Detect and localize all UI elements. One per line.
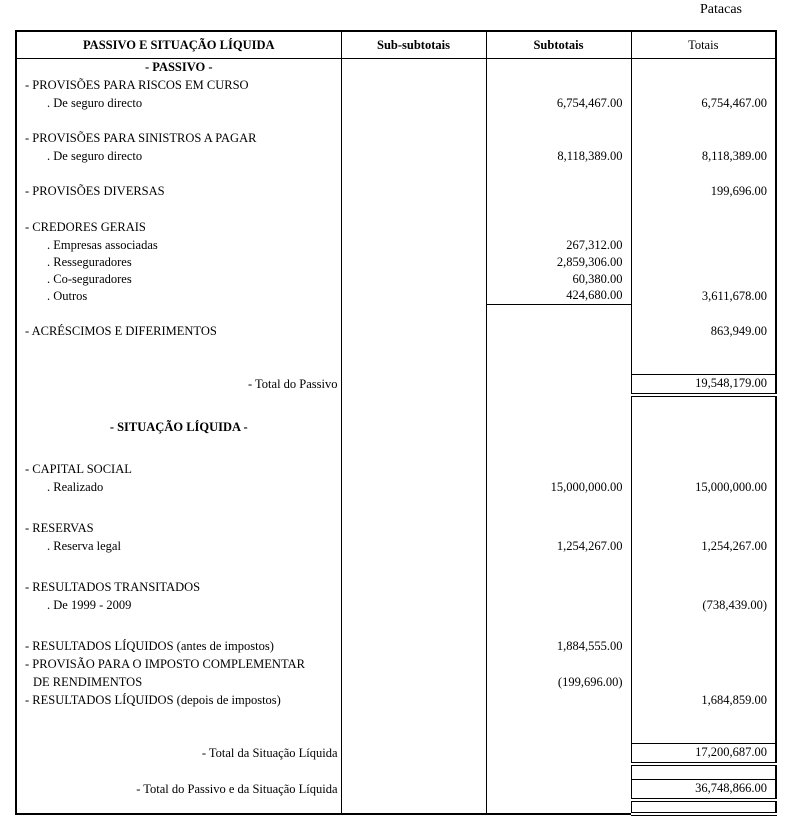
subtotal-cell [486,656,631,674]
liabilities-equity-table [15,30,777,816]
total-cell [631,614,776,638]
sub-subtotal-cell [341,130,486,148]
table-row [16,323,776,341]
subtotal-cell: 267,312.00 [486,237,631,254]
sub-subtotal-cell [341,638,486,656]
subtotal-cell: 6,754,467.00 [486,95,631,112]
row-label [16,555,341,579]
subtotal-cell: 424,680.00 [486,288,631,305]
sub-subtotal-cell [341,674,486,692]
sub-subtotal-cell [341,95,486,112]
total-cell [631,305,776,323]
table-row [16,165,776,183]
total-cell [631,112,776,130]
table-row [16,614,776,638]
subtotal-cell [486,744,631,764]
subtotal-cell [486,710,631,744]
total-cell: 199,696.00 [631,183,776,201]
row-label: . Resseguradores [47,254,132,269]
total-cell [631,437,776,461]
sub-subtotal-cell [341,395,486,419]
subtotal-cell [486,305,631,323]
row-label: . Realizado [47,479,104,494]
sub-subtotal-cell [341,538,486,555]
total-cell [631,710,776,744]
sub-subtotal-cell [341,437,486,461]
total-cell [631,341,776,375]
row-label: - ACRÉSCIMOS E DIFERIMENTOS [25,324,217,338]
row-label [16,614,341,638]
sub-subtotal-cell [341,520,486,538]
total-cell [631,77,776,95]
table-row [16,395,776,419]
total-cell [631,579,776,597]
sub-subtotal-cell [341,555,486,579]
subtotal-cell [486,375,631,395]
subtotal-cell [486,112,631,130]
table-body [16,59,776,814]
table-row [16,288,776,305]
row-label: - PROVISÕES DIVERSAS [25,184,165,198]
table-row [16,183,776,201]
row-label: - RESULTADOS TRANSITADOS [25,580,201,594]
total-cell [631,130,776,148]
table-row [16,59,776,77]
row-label: DE RENDIMENTOS [33,675,143,689]
row-label: - Total do Passivo e da Situação Líquida [136,782,338,796]
total-cell: 1,254,267.00 [631,538,776,555]
row-label: - RESULTADOS LÍQUIDOS (depois de impostos) [25,693,281,707]
subtotal-cell [486,780,631,800]
row-label: - CREDORES GERAIS [25,220,146,234]
sub-subtotal-cell [341,479,486,496]
table-row [16,538,776,555]
sub-subtotal-cell [341,148,486,165]
table-row [16,479,776,496]
row-label [16,165,341,183]
sub-subtotal-cell [341,183,486,201]
sub-subtotal-cell [341,597,486,614]
table-row [16,764,776,780]
total-cell: 15,000,000.00 [631,479,776,496]
table-row [16,461,776,479]
table-row [16,254,776,271]
row-label [16,395,341,419]
row-label: - PROVISÃO PARA O IMPOSTO COMPLEMENTAR [25,657,305,671]
col-header-sub-subtotais: Sub-subtotais [341,31,486,59]
sub-subtotal-cell [341,692,486,710]
sub-subtotal-cell [341,375,486,395]
row-label [16,764,341,780]
subtotal-cell [486,800,631,814]
subtotal-cell [486,77,631,95]
subtotal-cell [486,165,631,183]
sub-subtotal-cell [341,341,486,375]
row-label: - PROVISÕES PARA SINISTROS A PAGAR [25,131,257,145]
table-row [16,375,776,395]
table-row [16,597,776,614]
row-label [16,800,341,814]
total-cell [631,764,776,780]
subtotal-cell [486,692,631,710]
total-cell [631,674,776,692]
sub-subtotal-cell [341,744,486,764]
row-label: - SITUAÇÃO LÍQUIDA - [109,420,248,434]
row-label: - RESERVAS [25,521,94,535]
total-cell: 17,200,687.00 [631,744,776,764]
table-row [16,520,776,538]
row-label [16,201,341,219]
total-cell [631,165,776,183]
total-cell: 19,548,179.00 [631,375,776,395]
table-row [16,692,776,710]
col-header-passivo-situacao-liquida: PASSIVO E SITUAÇÃO LÍQUIDA [16,31,341,59]
table-row [16,437,776,461]
col-header-totais: Totais [631,31,776,59]
sub-subtotal-cell [341,305,486,323]
row-label: . De seguro directo [47,148,143,163]
row-label: - Total da Situação Líquida [201,746,338,760]
total-cell [631,59,776,77]
table-row [16,77,776,95]
table-row [16,744,776,764]
row-label: - Total do Passivo [247,377,338,391]
total-cell [631,271,776,288]
total-cell: 1,684,859.00 [631,692,776,710]
total-cell [631,638,776,656]
row-label: . Empresas associadas [47,237,158,252]
table-row [16,674,776,692]
table-row [16,710,776,744]
total-cell: 3,611,678.00 [631,288,776,305]
subtotal-cell [486,395,631,419]
table-row [16,419,776,437]
table-row [16,112,776,130]
row-label [16,112,341,130]
table-row [16,780,776,800]
table-row [16,130,776,148]
total-cell [631,520,776,538]
total-cell [631,237,776,254]
subtotal-cell [486,201,631,219]
row-label: - CAPITAL SOCIAL [25,462,132,476]
total-cell [631,219,776,237]
currency-label: Patacas [700,2,742,17]
sub-subtotal-cell [341,271,486,288]
sub-subtotal-cell [341,461,486,479]
subtotal-cell: 1,254,267.00 [486,538,631,555]
table-row [16,579,776,597]
sub-subtotal-cell [341,165,486,183]
total-cell: 6,754,467.00 [631,95,776,112]
subtotal-cell [486,323,631,341]
subtotal-cell [486,461,631,479]
total-cell [631,395,776,419]
table-row [16,496,776,520]
subtotal-cell [486,520,631,538]
total-cell: 36,748,866.00 [631,780,776,800]
sub-subtotal-cell [341,419,486,437]
table-row [16,201,776,219]
table-row [16,656,776,674]
total-cell: 8,118,389.00 [631,148,776,165]
row-label: - RESULTADOS LÍQUIDOS (antes de impostos) [25,639,274,653]
subtotal-cell [486,183,631,201]
row-label: . De 1999 - 2009 [47,597,132,612]
sub-subtotal-cell [341,219,486,237]
table-row [16,341,776,375]
subtotal-cell [486,496,631,520]
table-row [16,237,776,254]
subtotal-cell: 8,118,389.00 [486,148,631,165]
total-cell [631,461,776,479]
row-label [16,710,341,744]
subtotal-cell [486,764,631,780]
subtotal-cell: 15,000,000.00 [486,479,631,496]
total-cell [631,201,776,219]
total-cell [631,419,776,437]
sub-subtotal-cell [341,288,486,305]
total-cell [631,496,776,520]
row-label: . Co-seguradores [47,271,132,286]
total-cell [631,656,776,674]
subtotal-cell [486,437,631,461]
table-row [16,638,776,656]
sub-subtotal-cell [341,59,486,77]
row-label: . Outros [47,288,88,303]
sub-subtotal-cell [341,800,486,814]
table-header-row [16,31,776,59]
sub-subtotal-cell [341,254,486,271]
total-cell: 863,949.00 [631,323,776,341]
row-label: - PASSIVO - [144,60,213,75]
sub-subtotal-cell [341,764,486,780]
table-row [16,800,776,814]
subtotal-cell: 2,859,306.00 [486,254,631,271]
sub-subtotal-cell [341,201,486,219]
subtotal-cell [486,579,631,597]
subtotal-cell [486,419,631,437]
sub-subtotal-cell [341,77,486,95]
total-cell [631,800,776,814]
table-row [16,219,776,237]
subtotal-cell: (199,696.00) [486,674,631,692]
table-row [16,271,776,288]
table-row [16,95,776,112]
sub-subtotal-cell [341,323,486,341]
sub-subtotal-cell [341,780,486,800]
sub-subtotal-cell [341,614,486,638]
subtotal-cell: 60,380.00 [486,271,631,288]
total-cell [631,254,776,271]
sub-subtotal-cell [341,656,486,674]
row-label [16,341,341,375]
sub-subtotal-cell [341,496,486,520]
subtotal-cell [486,219,631,237]
sub-subtotal-cell [341,710,486,744]
subtotal-cell [486,555,631,579]
sub-subtotal-cell [341,579,486,597]
subtotal-cell [486,597,631,614]
row-label [16,305,341,323]
table-row [16,148,776,165]
row-label: - PROVISÕES PARA RISCOS EM CURSO [25,78,249,92]
total-cell [631,555,776,579]
table-row [16,305,776,323]
total-cell: (738,439.00) [631,597,776,614]
row-label [16,437,341,461]
subtotal-cell [486,130,631,148]
sub-subtotal-cell [341,112,486,130]
subtotal-cell [486,614,631,638]
col-header-subtotais: Subtotais [486,31,631,59]
table-row [16,555,776,579]
row-label: . De seguro directo [47,95,143,110]
row-label [16,496,341,520]
subtotal-cell [486,341,631,375]
row-label: . Reserva legal [47,538,121,553]
subtotal-cell [486,59,631,77]
subtotal-cell: 1,884,555.00 [486,638,631,656]
sub-subtotal-cell [341,237,486,254]
